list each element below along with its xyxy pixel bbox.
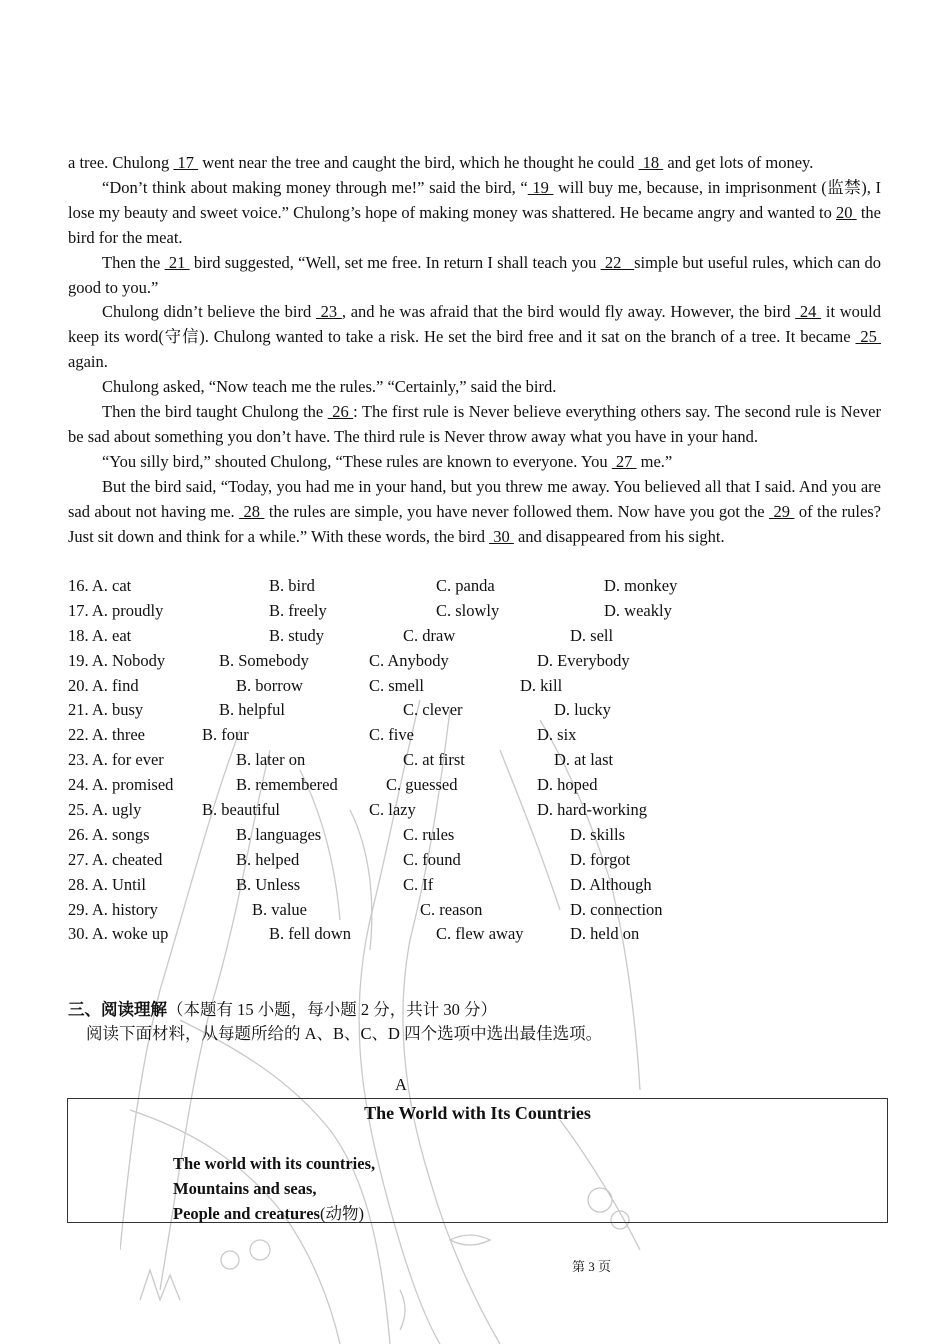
section-title: 三、阅读理解: [68, 1000, 167, 1019]
option-a: 30. A. woke up: [68, 924, 169, 944]
option-c: C. guessed: [386, 775, 458, 795]
passage-text: , and he was afraid that the bird would fly away. However, the bird: [341, 302, 796, 322]
option-d: D. connection: [570, 899, 663, 919]
option-a: 26. A. songs: [68, 824, 150, 844]
poem-line: Mountains and seas,: [173, 1179, 317, 1198]
section-instruction: 阅读下面材料，从每题所给的 A、B、C、D 四个选项中选出最佳选项。: [86, 1024, 603, 1043]
passage-text: a tree. Chulong: [68, 153, 174, 172]
passage-text: simple but useful rules, which can do good to you.”: [68, 252, 882, 297]
option-c: C. clever: [403, 700, 463, 720]
blank-21: 21: [164, 252, 190, 272]
option-c: C. draw: [403, 625, 456, 645]
passage-text: me.”: [636, 451, 673, 471]
blank-26: 26: [327, 402, 354, 422]
blank-25: 25: [855, 327, 881, 347]
option-b: B. remembered: [236, 775, 338, 795]
blank-20: 20: [836, 202, 857, 222]
option-c: C. lazy: [369, 800, 416, 820]
option-b: B. four: [202, 725, 249, 745]
passage-text: went near the tree and caught the bird, which he thought he could: [198, 153, 639, 172]
option-a: 29. A. history: [68, 899, 158, 919]
poem-line: The world with its countries,: [173, 1154, 376, 1173]
option-a: 17. A. proudly: [68, 600, 164, 620]
option-d: D. monkey: [604, 576, 678, 595]
passage-text: But the bird said, “Today, you had me in your hand, but you threw me away. You believed all that I said. And you are sad about not having me.: [68, 476, 881, 521]
option-b: B. study: [269, 625, 325, 645]
passage-letter: A: [395, 1075, 407, 1094]
passage-text: Chulong didn’t believe the bird: [102, 302, 316, 322]
option-b: B. fell down: [269, 924, 352, 944]
option-c: C. If: [403, 874, 434, 894]
passage-text: Then the bird taught Chulong the: [102, 402, 328, 422]
blank-29: 29: [769, 501, 795, 521]
option-b: B. borrow: [236, 675, 303, 695]
section-note: （本题有 15 小题，每小题 2 分，共计 30 分）: [167, 1000, 497, 1019]
option-a: 22. A. three: [68, 725, 145, 745]
poem-line-text: People and creatures: [173, 1204, 320, 1223]
passage-text: the rules are simple, you have never followed them. Now have you got the: [264, 501, 770, 521]
option-a: 21. A. busy: [68, 700, 144, 720]
passage-paragraph: [68, 151, 881, 176]
option-a: 23. A. for ever: [68, 750, 164, 770]
poem-line: [173, 1201, 375, 1226]
passage-text: of the rules? Just sit down and think for a while.” With these words, the bird: [68, 501, 882, 546]
passage-text: will buy me, because, in imprisonment (监禁), I lose my beauty and sweet voice.” Chulong’s hope of making money was shattered. He became angry and wanted to: [68, 177, 881, 222]
option-a: 16. A. cat: [68, 576, 132, 595]
option-d: D. sell: [570, 625, 614, 645]
passage-paragraph: [68, 400, 881, 450]
passage-text: again.: [68, 352, 108, 372]
blank-24: 24: [795, 302, 822, 322]
option-c: C. five: [369, 725, 414, 745]
blank-19: 19: [527, 177, 554, 197]
option-c: C. slowly: [436, 600, 500, 620]
option-c: C. rules: [403, 824, 455, 844]
passage-text: the bird for the meat.: [68, 202, 881, 247]
option-c: C. smell: [369, 675, 425, 695]
page-number: 第 3 页: [572, 1259, 612, 1274]
passage-paragraph: [68, 251, 881, 301]
option-d: D. held on: [570, 924, 640, 944]
passage-text: “You silly bird,” shouted Chulong, “These rules are known to everyone. You: [102, 451, 612, 471]
blank-18: 18: [638, 153, 664, 172]
option-b: B. later on: [236, 750, 306, 770]
option-d: D. weakly: [604, 600, 672, 620]
option-d: D. hard-working: [537, 800, 647, 820]
blank-28: 28: [239, 501, 265, 521]
blank-23: 23: [315, 302, 342, 322]
option-d: D. Although: [570, 874, 652, 894]
passage-paragraph: [68, 475, 881, 550]
option-d: D. hoped: [537, 775, 598, 795]
option-b: B. helpful: [219, 700, 285, 720]
option-b: B. beautiful: [202, 800, 280, 820]
passage-text: it would keep its word(守信). Chulong wanted to take a risk. He set the bird free and it sat on the branch of a tree. It became: [68, 302, 881, 347]
option-c: C. found: [403, 849, 461, 869]
passage-text: Then the: [102, 252, 165, 272]
option-a: 19. A. Nobody: [68, 650, 166, 670]
option-c: C. panda: [436, 576, 495, 595]
passage-paragraph: [68, 176, 881, 251]
option-a: 28. A. Until: [68, 874, 146, 894]
passage-text: : The first rule is Never believe everything others say. The second rule is Never be sad about something you don’t have. The third rule is Never throw away what you have in your hand.: [68, 402, 881, 446]
passage-text: “Don’t think about making money through me!” said the bird, “: [102, 177, 528, 197]
poem-title: The World with Its Countries: [364, 1103, 591, 1123]
passage-paragraph: [68, 450, 881, 475]
option-d: D. lucky: [554, 700, 611, 720]
option-b: B. Unless: [236, 874, 301, 894]
blank-22: 22: [600, 252, 635, 272]
blank-27: 27: [611, 451, 637, 471]
option-c: C. at first: [403, 750, 465, 770]
option-c: C. Anybody: [369, 650, 449, 670]
option-b: B. bird: [269, 576, 315, 595]
section-heading: [68, 998, 497, 1022]
option-c: C. flew away: [436, 924, 524, 944]
option-b: B. languages: [236, 824, 322, 844]
option-b: B. value: [252, 899, 307, 919]
option-d: D. kill: [520, 675, 563, 695]
option-b: B. freely: [269, 600, 327, 620]
option-a: 25. A. ugly: [68, 800, 142, 820]
option-c: C. reason: [420, 899, 483, 919]
blank-30: 30: [489, 526, 514, 546]
poem-body: [173, 1151, 375, 1226]
passage-text: and get lots of money.: [663, 153, 814, 172]
option-b: B. helped: [236, 849, 300, 869]
passage-text: and disappeared from his sight.: [513, 526, 725, 546]
passage-text: bird suggested, “Well, set me free. In return I shall teach you: [189, 252, 601, 272]
passage-paragraph: [68, 300, 881, 375]
poem-gloss: (动物): [319, 1204, 364, 1223]
option-d: D. at last: [554, 750, 614, 770]
cloze-passage: [68, 151, 881, 550]
option-a: 20. A. find: [68, 675, 139, 695]
option-d: D. forgot: [570, 849, 631, 869]
blank-17: 17: [173, 153, 199, 172]
option-a: 18. A. eat: [68, 625, 132, 645]
option-a: 24. A. promised: [68, 775, 174, 795]
option-d: D. six: [537, 725, 577, 745]
passage-paragraph: Chulong asked, “Now teach me the rules.” “Certainly,” said the bird.: [102, 377, 557, 397]
option-b: B. Somebody: [219, 650, 309, 670]
option-a: 27. A. cheated: [68, 849, 163, 869]
poem-box: [67, 1098, 888, 1223]
option-d: D. skills: [570, 824, 626, 844]
option-d: D. Everybody: [537, 650, 630, 670]
